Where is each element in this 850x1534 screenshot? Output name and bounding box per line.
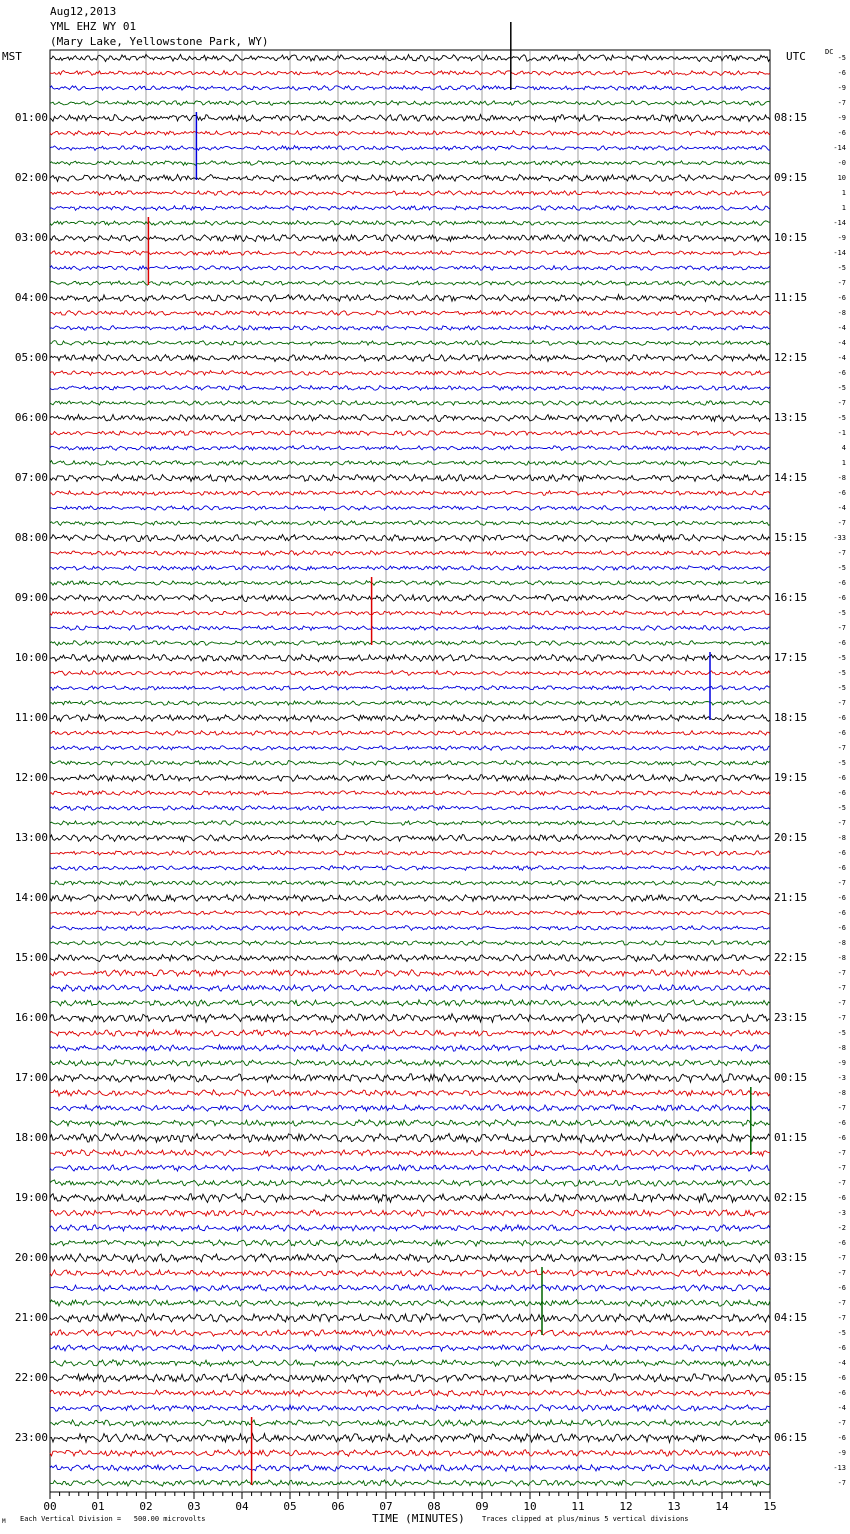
utc-hour-label: 01:15	[774, 1131, 808, 1144]
mst-hour-label: 04:00	[14, 291, 48, 304]
dc-offset-value: -6	[837, 894, 846, 902]
station-location: (Mary Lake, Yellowstone Park, WY)	[50, 35, 269, 48]
mst-hour-label: 15:00	[14, 951, 48, 964]
mst-hour-label: 02:00	[14, 171, 48, 184]
dc-offset-value: -6	[837, 864, 846, 872]
trace-row	[50, 535, 770, 542]
dc-offset-value: -8	[837, 954, 846, 962]
dc-offset-value: -7	[837, 699, 846, 707]
trace-row	[50, 1150, 770, 1156]
mst-hour-label: 19:00	[14, 1191, 48, 1204]
trace-row	[50, 401, 770, 406]
dc-offset-value: -6	[837, 594, 846, 602]
dc-offset-value: -9	[837, 114, 846, 122]
trace-row	[50, 146, 770, 151]
trace-row	[50, 1090, 770, 1096]
trace-row	[50, 641, 770, 646]
x-tick-label: 10	[523, 1500, 537, 1513]
dc-offset-value: -6	[837, 1434, 846, 1442]
trace-row	[50, 1000, 770, 1006]
dc-offset-value: -7	[837, 279, 846, 287]
trace-row	[50, 235, 770, 242]
utc-hour-label: 05:15	[774, 1371, 808, 1384]
trace-row	[50, 761, 770, 766]
trace-row	[50, 1014, 770, 1023]
dc-offset-value: -3	[837, 1074, 846, 1082]
trace-row	[50, 354, 770, 361]
x-tick-label: 15	[763, 1500, 777, 1513]
trace-row	[50, 941, 770, 946]
dc-offset-value: -7	[837, 519, 846, 527]
trace-row	[50, 131, 770, 136]
dc-offset-value: -33	[833, 534, 846, 542]
trace-row	[50, 1450, 770, 1456]
trace-row	[50, 851, 770, 856]
trace-row	[50, 701, 770, 706]
utc-hour-label: 08:15	[774, 111, 808, 124]
dc-offset-value: -7	[837, 1419, 846, 1427]
dc-offset-value: -8	[837, 939, 846, 947]
x-tick-label: 01	[91, 1500, 105, 1513]
dc-offset-value: -9	[837, 234, 846, 242]
dc-offset-value: -4	[837, 1359, 846, 1367]
trace-row	[50, 1390, 770, 1396]
dc-offset-value: -5	[837, 684, 846, 692]
trace-row	[50, 1360, 770, 1367]
trace-row	[50, 1030, 770, 1037]
left-timezone-label: MST	[2, 50, 22, 63]
trace-row	[50, 1405, 770, 1411]
utc-hour-label: 09:15	[774, 171, 808, 184]
dc-offset-value: -4	[837, 324, 846, 332]
utc-hour-label: 14:15	[774, 471, 808, 484]
trace-row	[50, 461, 770, 466]
dc-offset-value: -5	[837, 804, 846, 812]
trace-row	[50, 326, 770, 331]
dc-offset-value: -1	[837, 429, 846, 437]
dc-offset-value: -7	[837, 1149, 846, 1157]
mst-hour-label: 23:00	[14, 1431, 48, 1444]
mst-hour-label: 06:00	[14, 411, 48, 424]
utc-hour-label: 13:15	[774, 411, 808, 424]
trace-row	[50, 1300, 770, 1306]
dc-offset-value: -7	[837, 1314, 846, 1322]
utc-hour-label: 16:15	[774, 591, 808, 604]
trace-row	[50, 311, 770, 316]
trace-row	[50, 551, 770, 556]
dc-offset-value: -5	[837, 1029, 846, 1037]
x-tick-label: 09	[475, 1500, 489, 1513]
utc-hour-label: 03:15	[774, 1251, 808, 1264]
trace-row	[50, 894, 770, 901]
dc-offset-value: -7	[837, 1014, 846, 1022]
dc-offset-value: -8	[837, 1044, 846, 1052]
dc-offset-value: -7	[837, 1479, 846, 1487]
mst-hour-label: 18:00	[14, 1131, 48, 1144]
mst-hour-label: 20:00	[14, 1251, 48, 1264]
dc-offset-value: -8	[837, 309, 846, 317]
dc-offset-value: -5	[837, 384, 846, 392]
trace-row	[50, 881, 770, 886]
trace-row	[50, 521, 770, 526]
utc-hour-label: 21:15	[774, 891, 808, 904]
dc-offset-value: -6	[837, 789, 846, 797]
trace-row	[50, 731, 770, 736]
dc-offset-value: -7	[837, 1299, 846, 1307]
utc-hour-label: 17:15	[774, 651, 808, 664]
utc-hour-label: 12:15	[774, 351, 808, 364]
trace-row	[50, 566, 770, 571]
trace-row	[50, 295, 770, 302]
trace-row	[50, 911, 770, 916]
utc-hour-label: 11:15	[774, 291, 808, 304]
trace-row	[50, 581, 770, 586]
trace-row	[50, 175, 770, 182]
trace-row	[50, 86, 770, 91]
utc-hour-label: 10:15	[774, 231, 808, 244]
utc-hour-label: 06:15	[774, 1431, 808, 1444]
utc-hour-label: 02:15	[774, 1191, 808, 1204]
x-tick-label: 05	[283, 1500, 297, 1513]
dc-offset-value: -6	[837, 639, 846, 647]
mst-hour-label: 03:00	[14, 231, 48, 244]
mst-hour-label: 14:00	[14, 891, 48, 904]
dc-offset-value: -6	[837, 129, 846, 137]
dc-offset-value: -5	[837, 759, 846, 767]
utc-hour-label: 00:15	[774, 1071, 808, 1084]
right-timezone-label: UTC	[786, 50, 806, 63]
dc-offset-value: -5	[837, 564, 846, 572]
x-tick-label: 07	[379, 1500, 393, 1513]
dc-offset-value: -7	[837, 984, 846, 992]
trace-row	[50, 1480, 770, 1486]
utc-hour-label: 04:15	[774, 1311, 808, 1324]
dc-offset-value: -14	[833, 249, 846, 257]
x-tick-label: 02	[139, 1500, 153, 1513]
trace-row	[50, 1420, 770, 1426]
dc-offset-value: -7	[837, 819, 846, 827]
x-tick-label: 14	[715, 1500, 729, 1513]
dc-offset-value: -7	[837, 1179, 846, 1187]
mst-hour-label: 01:00	[14, 111, 48, 124]
trace-row	[50, 101, 770, 106]
dc-offset-value: -5	[837, 609, 846, 617]
dc-offset-value: -8	[837, 1089, 846, 1097]
dc-offset-value: -5	[837, 54, 846, 62]
trace-row	[50, 475, 770, 482]
dc-offset-value: -6	[837, 489, 846, 497]
dc-offset-value: -7	[837, 879, 846, 887]
dc-offset-value: -7	[837, 624, 846, 632]
utc-hour-label: 19:15	[774, 771, 808, 784]
dc-offset-value: -6	[837, 1284, 846, 1292]
trace-row	[50, 821, 770, 826]
utc-hour-label: 20:15	[774, 831, 808, 844]
utc-hour-label: 22:15	[774, 951, 808, 964]
dc-offset-value: -7	[837, 1269, 846, 1277]
x-tick-label: 06	[331, 1500, 345, 1513]
trace-row	[50, 1225, 770, 1231]
mst-hour-label: 22:00	[14, 1371, 48, 1384]
x-tick-label: 11	[571, 1500, 585, 1513]
dc-offset-value: -4	[837, 339, 846, 347]
dc-offset-value: -0	[837, 159, 846, 167]
dc-offset-value: -5	[837, 414, 846, 422]
dc-offset-value: -6	[837, 294, 846, 302]
trace-row	[50, 746, 770, 751]
dc-offset-value: -6	[837, 69, 846, 77]
trace-row	[50, 1240, 770, 1246]
trace-row	[50, 221, 770, 226]
dc-offset-value: -6	[837, 924, 846, 932]
trace-row	[50, 206, 770, 211]
dc-offset-value: -6	[837, 369, 846, 377]
trace-row	[50, 115, 770, 122]
dc-offset-value: -9	[837, 1059, 846, 1067]
dc-offset-value: -7	[837, 1254, 846, 1262]
mst-hour-label: 09:00	[14, 591, 48, 604]
vertical-division-note: Each Vertical Division = 500.00 microvolts	[20, 1515, 206, 1523]
trace-row	[50, 1134, 770, 1143]
dc-offset-value: -6	[837, 1119, 846, 1127]
dc-offset-value: 1	[841, 204, 846, 212]
dc-offset-value: -7	[837, 999, 846, 1007]
trace-row	[50, 1254, 770, 1263]
trace-row	[50, 1345, 770, 1352]
dc-offset-value: -5	[837, 669, 846, 677]
trace-row	[50, 191, 770, 196]
plot-frame	[50, 50, 770, 1492]
trace-row	[50, 611, 770, 616]
dc-offset-value: -7	[837, 99, 846, 107]
clipping-note: Traces clipped at plus/minus 5 vertical divisions	[482, 1515, 689, 1523]
station-code: YML EHZ WY 01	[50, 20, 137, 33]
dc-offset-value: -5	[837, 1329, 846, 1337]
utc-hour-label: 15:15	[774, 531, 808, 544]
dc-offset-value: -6	[837, 729, 846, 737]
dc-offset-value: -6	[837, 579, 846, 587]
dc-offset-value: 1	[841, 459, 846, 467]
trace-row	[50, 1374, 770, 1383]
dc-offset-value: -7	[837, 1104, 846, 1112]
mst-hour-label: 21:00	[14, 1311, 48, 1324]
dc-offset-value: -7	[837, 1164, 846, 1172]
trace-row	[50, 985, 770, 992]
dc-offset-value: -8	[837, 834, 846, 842]
trace-row	[50, 806, 770, 811]
x-axis-title: TIME (MINUTES)	[372, 1512, 465, 1525]
trace-row	[50, 1105, 770, 1112]
trace-row	[50, 1270, 770, 1277]
trace-row	[50, 1045, 770, 1052]
trace-row	[50, 595, 770, 602]
trace-row	[50, 626, 770, 631]
dc-offset-value: -6	[837, 1134, 846, 1142]
trace-row	[50, 281, 770, 286]
trace-row	[50, 1060, 770, 1067]
dc-offset-value: -6	[837, 1389, 846, 1397]
x-tick-label: 04	[235, 1500, 249, 1513]
trace-row	[50, 1314, 770, 1323]
trace-row	[50, 386, 770, 391]
dc-offset-value: -6	[837, 1194, 846, 1202]
dc-offset-value: -13	[833, 1464, 846, 1472]
mst-hour-label: 07:00	[14, 471, 48, 484]
x-tick-label: 13	[667, 1500, 681, 1513]
trace-row	[50, 1330, 770, 1336]
trace-row	[50, 655, 770, 662]
x-tick-label: 12	[619, 1500, 633, 1513]
dc-offset-value: -6	[837, 1239, 846, 1247]
trace-row	[50, 446, 770, 451]
trace-row	[50, 371, 770, 376]
trace-row	[50, 1120, 770, 1126]
dc-offset-value: 4	[841, 444, 846, 452]
mst-hour-label: 11:00	[14, 711, 48, 724]
trace-row	[50, 71, 770, 76]
dc-offset-value: -5	[837, 264, 846, 272]
dc-offset-value: -6	[837, 714, 846, 722]
trace-row	[50, 671, 770, 676]
corner-mark: M	[2, 1518, 6, 1525]
recording-date: Aug12,2013	[50, 5, 117, 18]
dc-offset-value: -6	[837, 849, 846, 857]
x-tick-label: 00	[43, 1500, 57, 1513]
utc-hour-label: 23:15	[774, 1011, 808, 1024]
trace-row	[50, 1285, 770, 1291]
x-tick-label: 03	[187, 1500, 201, 1513]
mst-hour-label: 17:00	[14, 1071, 48, 1084]
dc-offset-value: 1	[841, 189, 846, 197]
dc-offset-value: -2	[837, 1224, 846, 1232]
dc-offset-value: -6	[837, 1344, 846, 1352]
trace-row	[50, 431, 770, 436]
dc-offset-value: -7	[837, 744, 846, 752]
trace-row	[50, 415, 770, 422]
trace-row	[50, 791, 770, 796]
trace-row	[50, 715, 770, 722]
trace-row	[50, 161, 770, 166]
dc-offset-value: -7	[837, 969, 846, 977]
mst-hour-label: 12:00	[14, 771, 48, 784]
trace-row	[50, 251, 770, 256]
trace-row	[50, 491, 770, 496]
dc-offset-value: -3	[837, 1209, 846, 1217]
trace-row	[50, 970, 770, 977]
mst-hour-label: 13:00	[14, 831, 48, 844]
dc-offset-value: -6	[837, 1374, 846, 1382]
mst-hour-label: 10:00	[14, 651, 48, 664]
trace-row	[50, 866, 770, 871]
utc-hour-label: 18:15	[774, 711, 808, 724]
trace-row	[50, 1434, 770, 1443]
dc-offset-value: -4	[837, 354, 846, 362]
dc-offset-value: -9	[837, 84, 846, 92]
dc-offset-value: -8	[837, 474, 846, 482]
trace-row	[50, 775, 770, 782]
dc-offset-value: -14	[833, 219, 846, 227]
mst-hour-label: 05:00	[14, 351, 48, 364]
trace-row	[50, 835, 770, 842]
trace-row	[50, 506, 770, 511]
x-tick-label: 08	[427, 1500, 441, 1513]
trace-row	[50, 1194, 770, 1203]
mst-hour-label: 08:00	[14, 531, 48, 544]
dc-offset-value: -6	[837, 909, 846, 917]
dc-offset-value: -4	[837, 504, 846, 512]
trace-row	[50, 1210, 770, 1216]
dc-offset-value: -5	[837, 654, 846, 662]
dc-offset-value: 10	[837, 174, 846, 182]
dc-offset-header: DC	[825, 48, 834, 56]
trace-row	[50, 266, 770, 271]
trace-row	[50, 54, 770, 61]
trace-row	[50, 341, 770, 346]
trace-row	[50, 686, 770, 691]
trace-row	[50, 955, 770, 962]
dc-offset-value: -6	[837, 774, 846, 782]
trace-row	[50, 1180, 770, 1187]
dc-offset-value: -7	[837, 549, 846, 557]
trace-row	[50, 1165, 770, 1171]
dc-offset-value: -7	[837, 399, 846, 407]
trace-row	[50, 1465, 770, 1472]
trace-row	[50, 926, 770, 931]
trace-row	[50, 1074, 770, 1083]
mst-hour-label: 16:00	[14, 1011, 48, 1024]
dc-offset-value: -4	[837, 1404, 846, 1412]
dc-offset-value: -14	[833, 144, 846, 152]
dc-offset-value: -9	[837, 1449, 846, 1457]
